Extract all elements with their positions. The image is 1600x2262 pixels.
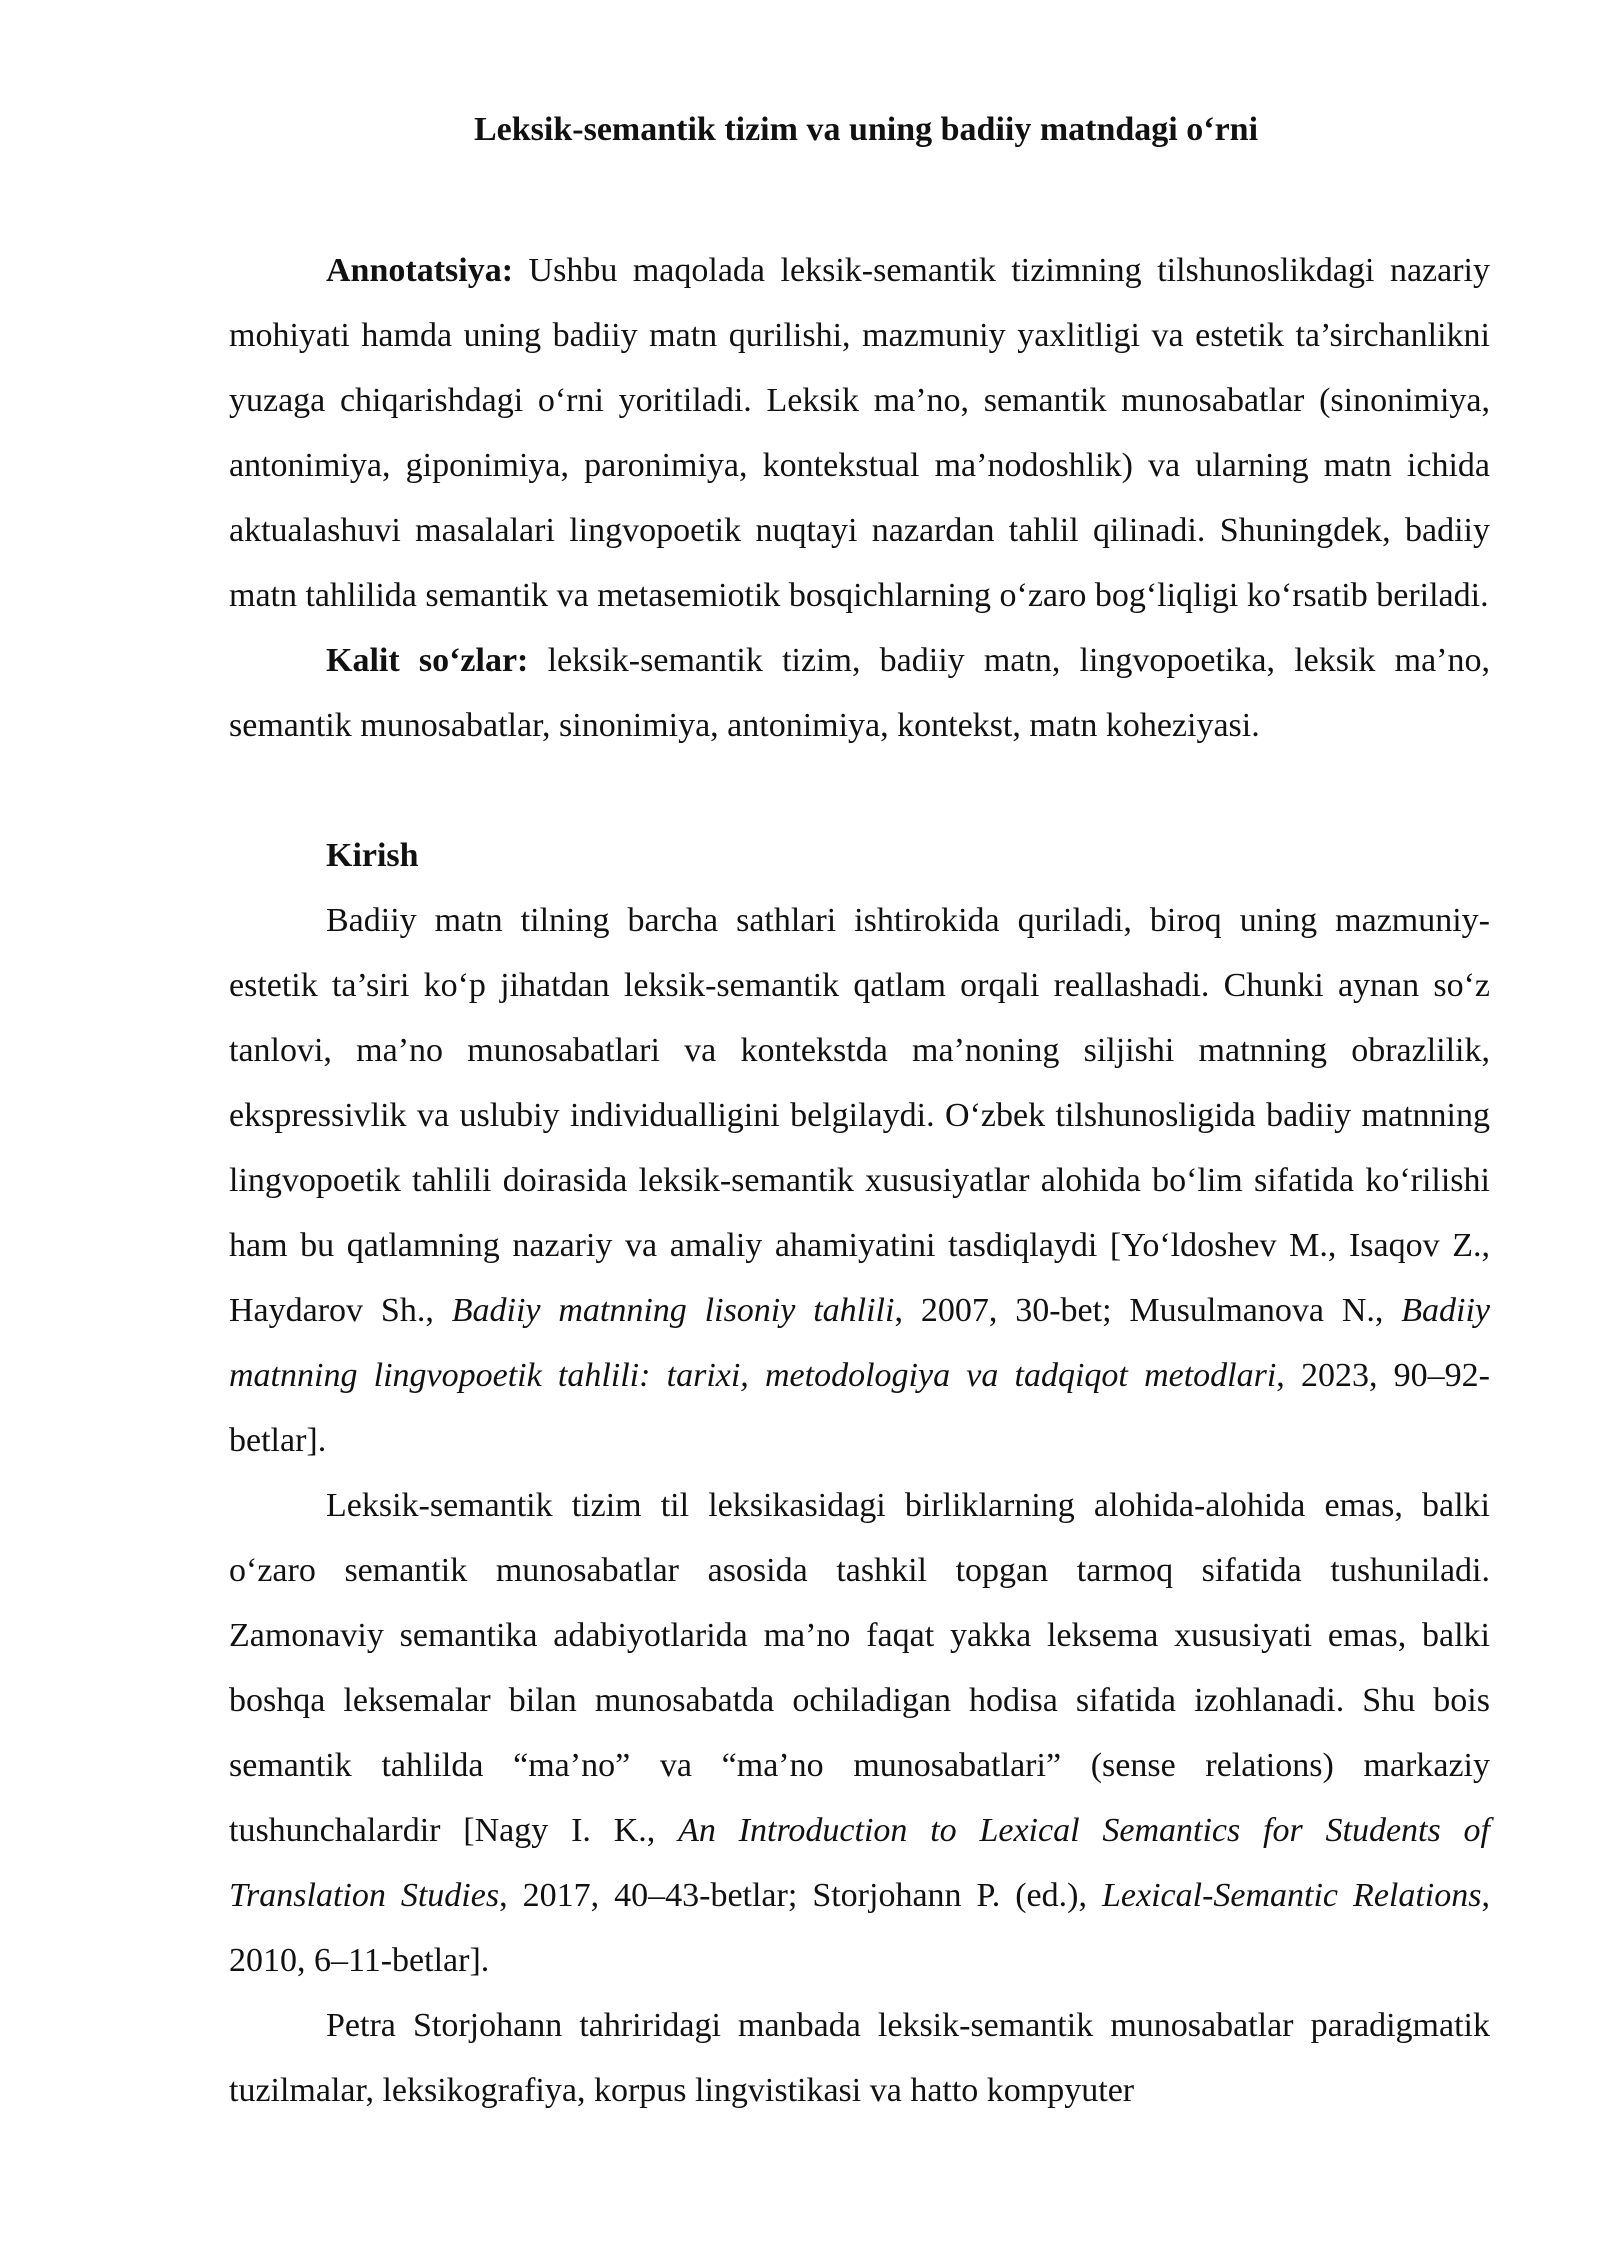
para2-text-1: Leksik-semantik tizim til leksikasidagi birliklarning alohida-alohida emas, balki o‘zaro semantik munosabatlar asosida tashkil topgan tarmoq sifatida tushuniladi. Zamonaviy semantika adabiyotlarida ma’no faqat yakka leksema xususiyati emas, balki boshqa leksemalar bilan munosabatda ochiladigan hodisa sifatida izohlanadi. Shu bois semantik tahlilda “ma’no” va “ma’no munosabatlari” (sense relations) markaziy tushunchalardir [Nagy I. K.,	[229, 1487, 1490, 1849]
para1-text-1: Badiiy matn tilning barcha sathlari ishtirokida quriladi, biroq uning mazmuniy-estetik ta’siri ko‘p jihatdan leksik-semantik qatlam orqali reallashadi. Chunki aynan so‘z tanlovi, ma’no munosabatlari va kontekstda ma’noning siljishi matnning obrazlilik, ekspressivlik va uslubiy individualligini belgilaydi. O‘zbek tilshunosligida badiiy matnning lingvopoetik tahlili doirasida leksik-semantik xususiyatlar alohida bo‘lim sifatida ko‘rilishi ham bu qatlamning nazariy va amaliy ahamiyatini tasdiqlaydi [Yo‘ldoshev M., Isaqov Z., Haydarov Sh.,	[229, 902, 1490, 1329]
abstract-text: Ushbu maqolada leksik-semantik tizimning tilshunoslikdagi nazariy mohiyati hamda uning badiiy matn qurilishi, mazmuniy yaxlitligi va estetik ta’sirchanlikni yuzaga chiqarishdagi o‘rni yoritiladi. Leksik ma’no, semantik munosabatlar (sinonimiya, antonimiya, giponimiya, paronimiya, kontekstual ma’nodoshlik) va ularning matn ichida aktualashuvi masalalari lingvopoetik nuqtayi nazardan tahlil qilinadi. Shuningdek, badiiy matn tahlilida semantik va metasemiotik bosqichlarning o‘zaro bog‘liqligi ko‘rsatib beriladi.	[229, 252, 1490, 614]
para2-text-3: , 2010, 6–11-betlar].	[229, 1877, 1490, 1979]
document-title: Leksik-semantik tizim va uning badiiy matndagi o‘rni	[474, 111, 1259, 148]
para2-citation-title-2: Lexical-Semantic Relations	[1102, 1877, 1482, 1914]
para1-text-3: , 2023, 90–92-betlar].	[229, 1357, 1491, 1459]
keywords-label: Kalit so‘zlar:	[326, 642, 529, 679]
para1-text-2: , 2007, 30-bet; Musulmanova N.,	[894, 1292, 1402, 1329]
para3-text-1: Petra Storjohann tahriridagi manbada leksik-semantik munosabatlar paradigmatik tuzilmalar, leksikografiya, korpus lingvistikasi va hatto kompyuter	[229, 2007, 1490, 2109]
para2-text-2: , 2017, 40–43-betlar; Storjohann P. (ed.),	[499, 1877, 1102, 1914]
section-heading-intro: Kirish	[326, 837, 419, 874]
para1-citation-title-2: Badiiy matnning lingvopoetik tahlili: tarixi, metodologiya va tadqiqot metodlari	[229, 1292, 1491, 1394]
para1-citation-title-1: Badiiy matnning lisoniy tahlili	[451, 1292, 895, 1329]
intro-paragraph-2	[229, 1473, 1490, 1993]
abstract-label: Annotatsiya:	[326, 252, 514, 289]
keywords-text: leksik-semantik tizim, badiiy matn, lingvopoetika, leksik ma’no, semantik munosabatlar, sinonimiya, antonimiya, kontekst, matn koheziyasi.	[229, 642, 1490, 744]
abstract-paragraph	[229, 238, 1490, 628]
keywords-paragraph	[229, 628, 1490, 758]
intro-paragraph-1	[229, 888, 1490, 1473]
section-gap	[229, 758, 1490, 823]
intro-paragraph-3	[229, 1993, 1490, 2123]
para2-citation-title-1: An Introduction to Lexical Semantics for Students of Translation Studies	[229, 1812, 1490, 1914]
